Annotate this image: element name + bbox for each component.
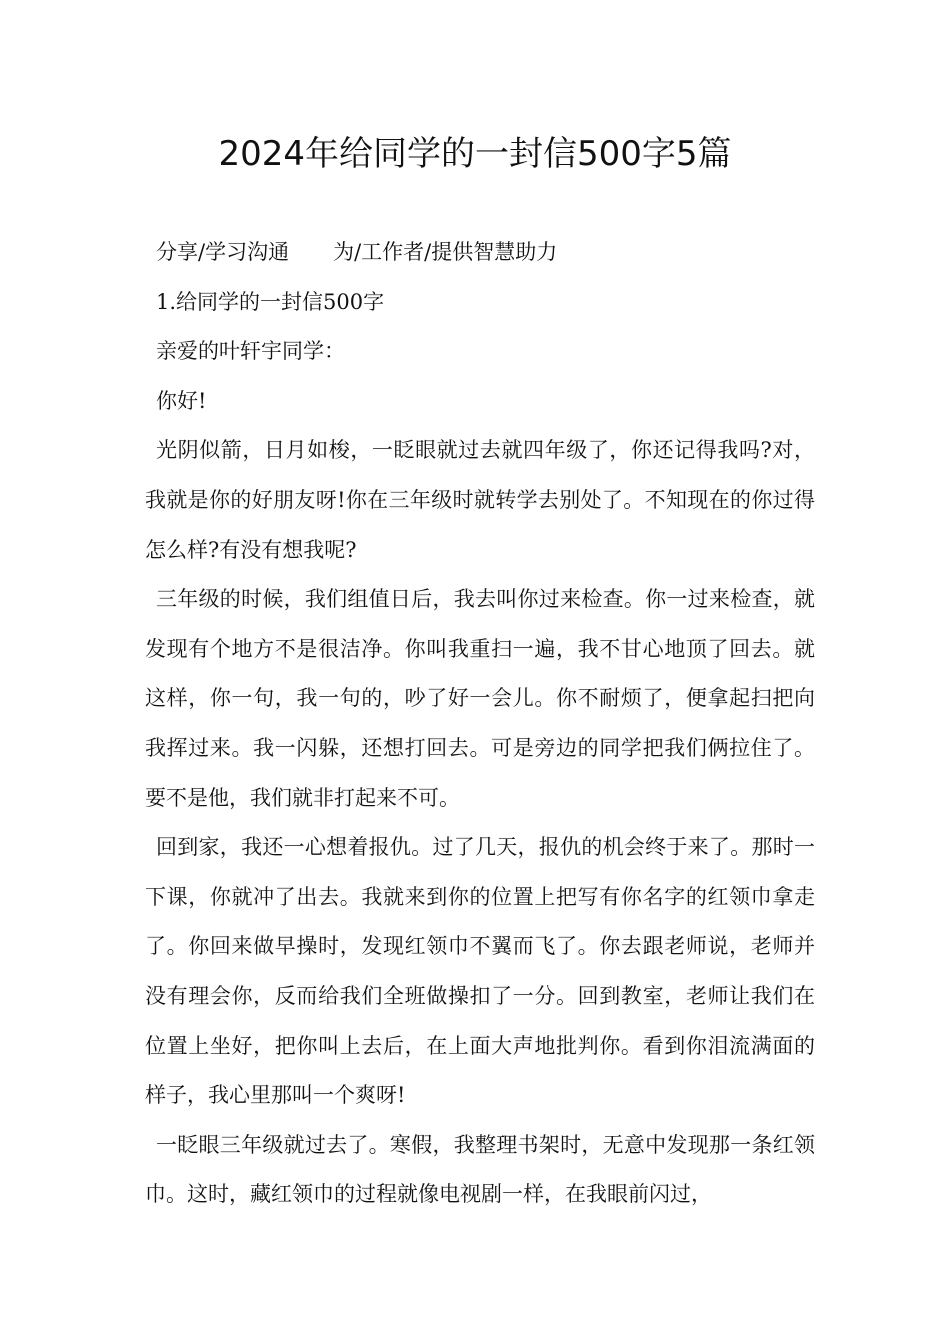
paragraph-4: 一眨眼三年级就过去了。寒假，我整理书架时，无意中发现那一条红领巾。这时，藏红领巾的过程就像电视剧一样，在我眼前闪过， bbox=[145, 1132, 815, 1207]
greeting: 你好! bbox=[156, 388, 207, 413]
document-body bbox=[145, 228, 815, 1220]
meta-line bbox=[145, 228, 815, 278]
paragraph-2: 三年级的时候，我们组值日后，我去叫你过来检查。你一过来检查，就发现有个地方不是很洁净。你叫我重扫一遍，我不甘心地顶了回去。就这样，你一句，我一句的，吵了好一会儿。你不耐烦了，便拿起扫把向我挥过来。我一闪躲，还想打回去。可是旁边的同学把我们俩拉住了。要不是他，我们就非打起来不可。 bbox=[145, 587, 815, 810]
meta-category: 分享/学习沟通 bbox=[156, 240, 290, 264]
meta-tagline: 为/工作者/提供智慧助力 bbox=[333, 240, 558, 264]
salutation: 亲爱的叶轩宇同学： bbox=[156, 339, 345, 364]
paragraph-3: 回到家，我还一心想着报仇。过了几天，报仇的机会终于来了。那时一下课，你就冲了出去。我就来到你的位置上把写有你名字的红领巾拿走了。你回来做早操时，发现红领巾不翼而飞了。你去跟老师说，老师并没有理会你，反而给我们全班做操扣了一分。回到教室，老师让我们在位置上坐好，把你叫上去后，在上面大声地批判你。看到你泪流满面的样子，我心里那叫一个爽呀! bbox=[145, 835, 815, 1108]
section-heading: 1.给同学的一封信500字 bbox=[156, 289, 385, 314]
document-title: 2024年给同学的一封信500字5篇 bbox=[218, 134, 732, 174]
paragraph-1: 光阴似箭，日月如梭，一眨眼就过去就四年级了，你还记得我吗?对，我就是你的好朋友呀!你在三年级时就转学去别处了。不知现在的你过得怎么样?有没有想我呢? bbox=[145, 438, 815, 562]
